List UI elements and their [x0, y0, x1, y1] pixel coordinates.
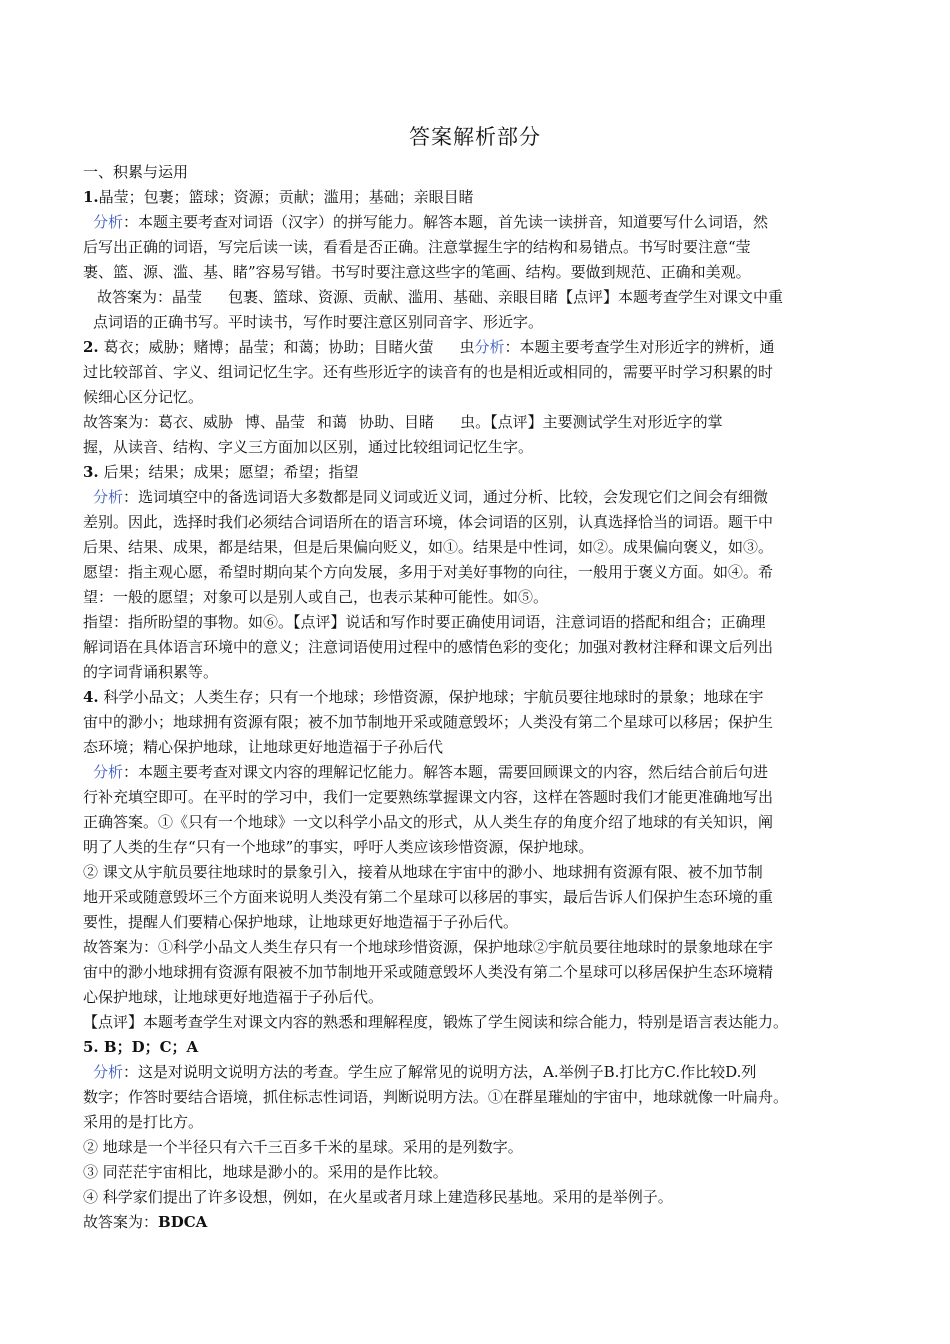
- q1-conclusion-line: 故答案为：晶莹 包裹、篮球、资源、贡献、滥用、基础、亲眼目睹【点评】本题考查学生对课文中重: [97, 288, 784, 306]
- q2-answer-line: 2. 葛衣；威胁；赌博；晶莹；和蔼；协助；目睹火萤 虫分析：本题主要考查学生对形近字的辨析，通: [83, 338, 775, 356]
- q1-answer: 晶莹；包裹；篮球；资源；贡献；滥用；基础；亲眼目睹: [98, 188, 474, 206]
- q2-number: 2.: [83, 338, 99, 356]
- q5-answer: B；D；C；A: [103, 1038, 199, 1056]
- q2-analysis-label: 分析: [474, 338, 505, 356]
- q1-analysis-line: 分析：本题主要考查对词语（汉字）的拼写能力。解答本题，首先读一读拼音，知道要写什么词语，然: [93, 213, 769, 231]
- q5-conclusion-line: 故答案为：BDCA: [83, 1213, 208, 1231]
- section-heading: 一、积累与运用: [83, 163, 189, 181]
- q3-answer-line: [83, 460, 883, 485]
- q5-number: 5.: [83, 1038, 99, 1056]
- q4-analysis-label: 分析: [93, 763, 124, 781]
- q1-number: 1.: [83, 188, 99, 206]
- q4-conclusion-line: 故答案为：①科学小品文人类生存只有一个地球珍惜资源，保护地球②宇航员要往地球时的景象地球在宇: [83, 938, 774, 956]
- q2-answer: 葛衣；威胁；赌博；晶莹；和蔼；协助；目睹火萤: [103, 338, 434, 356]
- q3-analysis-line: 分析：选词填空中的备选词语大多数都是同义词或近义词，通过分析、比较，会发现它们之间会有细微: [93, 488, 769, 506]
- q3-answer: 后果；结果；成果；愿望；希望；指望: [103, 463, 359, 481]
- q4-comment-line: 【点评】本题考查学生对课文内容的熟悉和理解程度，锻炼了学生阅读和综合能力，特别是语言表达能力。: [83, 1013, 789, 1031]
- q5-answer-line: [83, 1035, 883, 1060]
- q2-conclusion-line: 故答案为：葛衣、威胁 博、晶莹 和蔼 协助、目睹 虫。【点评】主要测试学生对形近字的掌: [83, 413, 723, 431]
- q4-analysis-line: 分析：本题主要考查对课文内容的理解记忆能力。解答本题，需要回顾课文的内容，然后结合前后句进: [93, 763, 769, 781]
- q5-analysis-line: 分析：这是对说明文说明方法的考查。学生应了解常见的说明方法，A.举例子B.打比方C.作比较D.列: [93, 1063, 757, 1081]
- q4-number: 4.: [83, 688, 99, 706]
- q5-final-answer: BDCA: [158, 1213, 208, 1231]
- q1-answer-line: [83, 185, 883, 210]
- answer-content: 一、积累与运用 1.晶莹；包裹；篮球；资源；贡献；滥用；基础；亲眼目睹 分析：本题主要考查对词语（汉字）的拼写能力。解答本题，首先读一读拼音，知道要写什么词语，然 后写出正确的词语，写完后读一读，看看是否正确。注意掌握生字的结构和易错点。书写时要注意“莹 裹、篮、源、滥、基、睹”容易写错。书写时要注意这些字的笔画、结构。要做到规范、正确和美观。 故答案为：晶莹 包裹、篮球、资源、贡献、滥用、基础、亲眼目睹【点评】本题考查学生对课文中重 点词语的正确书写。平时读书，写作时要注意区别同音字、形近字。 2. 葛衣；威胁；赌博；晶莹；和蔼；协助；目睹火萤 虫分析：本题主要考查学生对形近字的辨析，通 过比较部首、字义、组词记忆生字。还有些形近字的读音有的也是相近或相同的，需要平时学习积累的时 候细心区分记忆。 故答案为：葛衣、威胁 博、晶莹 和蔼 协助、目睹 虫。【点评】主要测试学生对形近字的掌 握，从读音、结构、字义三方面加以区别，通过比较组词记忆生字。 3. 后果；结果；成果；愿望；希望；指望 分析：选词填空中的备选词语大多数都是同义词或近义词，通过分析、比较，会发现它们之间会有细微 差别。因此，选择时我们必须结合词语所在的语言环境，体会词语的区别，认真选择恰当的词语。题干中 后果、结果、成果，都是结果，但是后果偏向贬义，如①。结果是中性词，如②。成果偏向褒义，如③。 愿望：指主观心愿，希望时期向某个方向发展，多用于对美好事物的向往，一般用于褒义方面。如④。希 望：一般的愿望；对象可以是别人或自己，也表示某种可能性。如⑤。 指望：指所盼望的事物。如⑥。【点评】说话和写作时要正确使用词语，注意词语的搭配和组合；正确理 解词语在具体语言环境中的意义；注意词语使用过程中的感情色彩的变化；加强对教材注释和课文后列出 的字词背诵积累等。 4. 科学小品文；人类生存；只有一个地球；珍惜资源，保护地球；宇航员要往地球时的景象；地球在宇 宙中的渺小；地球拥有资源有限；被不加节制地开采或随意毁坏；人类没有第二个星球可以移居；保护生 态环境；精心保护地球，让地球更好地造福于子孙后代 分析：本题主要考查对课文内容的理解记忆能力。解答本题，需要回顾课文的内容，然后结合前后句进 行补充填空即可。在平时的学习中，我们一定要熟练掌握课文内容，这样在答题时我们才能更准确地写出 正确答案。①《只有一个地球》一文以科学小品文的形式，从人类生存的角度介绍了地球的有关知识，阐 明了人类的生存“只有一个地球”的事实，呼吁人类应该珍惜资源，保护地球。 ② 课文从宇航员要往地球时的景象引入，接着从地球在宇宙中的渺小、地球拥有资源有限、被不加节制 地开采或随意毁坏三个方面来说明人类没有第二个星球可以移居的事实，最后告诉人们保护生态环境的重 要性，提醒人们要精心保护地球，让地球更好地造福于子孙后代。 故答案为：①科学小品文人类生存只有一个地球珍惜资源，保护地球②宇航员要往地球时的景象地球在宇 宙中的渺小地球拥有资源有限被不加节制地开采或随意毁坏人类没有第二个星球可以移居保护生态环境精 心保护地球，让地球更好地造福于子孙后代。 【点评】本题考查学生对课文内容的熟悉和理解程度，锻炼了学生阅读和综合能力，特别是语言表达能力。 5. B；D；C；A 分析：这是对说明文说明方法的考查。学生应了解常见的说明方法，A.举例子B.打比方C.作比较D.列 数字；作答时要结合语境，抓住标志性词语，判断说明方法。①在群星璀灿的宇宙中，地球就像一叶扁舟。 采用的是打比方。 ② 地球是一个半径只有六千三百多千米的星球。采用的是列数字。 ③ 同茫茫宇宙相比，地球是渺小的。采用的是作比较。 ④ 科学家们提出了许多设想，例如，在火星或者月球上建造移民基地。采用的是举例子。 故答案为：BDCA: [83, 160, 883, 1235]
- q4-answer: 科学小品文；人类生存；只有一个地球；珍惜资源，保护地球；宇航员要往地球时的景象；地球在宇: [103, 688, 764, 706]
- page-title: 答案解析部分: [409, 125, 541, 149]
- q1-analysis-label: 分析: [93, 213, 124, 231]
- q5-analysis-label: 分析: [93, 1063, 124, 1081]
- q3-analysis-label: 分析: [93, 488, 124, 506]
- q3-number: 3.: [83, 463, 99, 481]
- q4-answer-line: [83, 685, 883, 710]
